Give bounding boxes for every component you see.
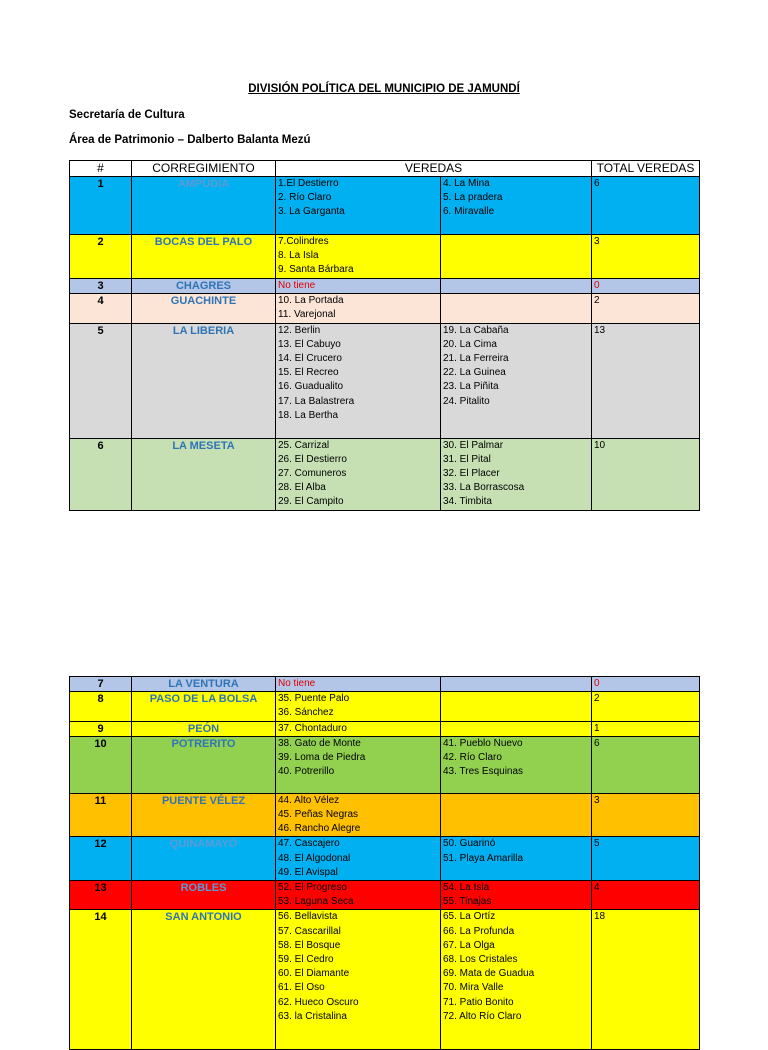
- veredas-cell: [276, 881, 441, 910]
- table-row: [70, 677, 700, 692]
- vereda-item: 38. Gato de Monte: [278, 737, 361, 749]
- vereda-item: 11. Varejonal: [278, 309, 336, 321]
- vereda-item: 33. La Borrascosa: [443, 482, 525, 494]
- total-veredas: 3: [592, 793, 700, 837]
- vereda-item: 2. Río Claro: [278, 192, 332, 204]
- veredas-cell: [441, 837, 592, 881]
- total-veredas: 1: [592, 721, 700, 736]
- vereda-item: No tiene: [278, 280, 316, 291]
- row-number: 14: [70, 910, 132, 1050]
- veredas-table-1: [69, 160, 700, 511]
- vereda-item: 5. La pradera: [443, 192, 503, 204]
- corregimiento-name: QUINAMAYÓ: [132, 837, 276, 881]
- total-veredas: 3: [592, 235, 700, 279]
- veredas-cell: [276, 721, 441, 736]
- vereda-item: 17. La Balastrera: [278, 395, 355, 407]
- vereda-item: 27. Comuneros: [278, 468, 347, 480]
- header-veredas: VEREDAS: [276, 161, 592, 177]
- vereda-item: 45. Peñas Negras: [278, 809, 359, 821]
- vereda-item: 72. Alto Río Claro: [443, 1010, 522, 1022]
- table-row: [70, 881, 700, 910]
- vereda-item: 13. El Cabuyo: [278, 338, 341, 350]
- vereda-item: 66. La Profunda: [443, 925, 515, 937]
- total-veredas: 13: [592, 323, 700, 438]
- table-row: [70, 692, 700, 721]
- vereda-item: 10. La Portada: [278, 295, 344, 307]
- veredas-cell: [276, 279, 441, 294]
- corregimiento-name: GUACHINTE: [132, 294, 276, 323]
- vereda-item: 19. La Cabaña: [443, 324, 509, 336]
- vereda-item: 53. Laguna Seca: [278, 896, 354, 908]
- vereda-item: 8. La Isla: [278, 250, 319, 262]
- subtitle-secretaria: Secretaría de Cultura: [69, 109, 185, 121]
- corregimiento-name: LA VENTURA: [132, 677, 276, 692]
- corregimiento-name: LA MESETA: [132, 438, 276, 510]
- row-number: 4: [70, 294, 132, 323]
- vereda-item: 22. La Guinea: [443, 367, 506, 379]
- vereda-item: 51. Playa Amarilla: [443, 852, 524, 864]
- total-veredas: 0: [592, 279, 700, 294]
- veredas-cell: [441, 692, 592, 721]
- corregimiento-name: PEÓN: [132, 721, 276, 736]
- table-row: [70, 279, 700, 294]
- row-number: 8: [70, 692, 132, 721]
- vereda-item: 62. Hueco Oscuro: [278, 996, 359, 1008]
- table-row: [70, 837, 700, 881]
- veredas-cell: [441, 438, 592, 510]
- veredas-cell: [276, 793, 441, 837]
- vereda-item: 35. Puente Palo: [278, 693, 350, 705]
- corregimiento-name: SAN ANTONIO: [132, 910, 276, 1050]
- subtitle-area: Área de Patrimonio – Dalberto Balanta Mezú: [69, 134, 311, 146]
- vereda-item: 58. El Bosque: [278, 939, 341, 951]
- vereda-item: 71. Patio Bonito: [443, 996, 514, 1008]
- veredas-cell: [441, 721, 592, 736]
- corregimiento-name: ROBLES: [132, 881, 276, 910]
- row-number: 2: [70, 235, 132, 279]
- veredas-cell: [276, 438, 441, 510]
- vereda-item: 70. Mira Valle: [443, 982, 504, 994]
- row-number: 5: [70, 323, 132, 438]
- total-veredas: 2: [592, 294, 700, 323]
- vereda-item: 24. Pitalito: [443, 395, 490, 407]
- table-row: [70, 721, 700, 736]
- table-row: [70, 910, 700, 1050]
- total-veredas: 4: [592, 881, 700, 910]
- vereda-item: 3. La Garganta: [278, 206, 345, 218]
- table-row: [70, 177, 700, 235]
- veredas-cell: [441, 793, 592, 837]
- veredas-cell: [441, 881, 592, 910]
- vereda-item: 23. La Piñita: [443, 381, 499, 393]
- vereda-item: 16. Guadualito: [278, 381, 344, 393]
- veredas-cell: [276, 323, 441, 438]
- vereda-item: 52. El Progreso: [278, 882, 347, 894]
- vereda-item: 65. La Ortíz: [443, 911, 496, 923]
- vereda-item: 41. Pueblo Nuevo: [443, 737, 523, 749]
- corregimiento-name: AMPUDIA: [132, 177, 276, 235]
- row-number: 10: [70, 736, 132, 793]
- table-row: [70, 438, 700, 510]
- vereda-item: 61. El Oso: [278, 982, 325, 994]
- vereda-item: 59. El Cedro: [278, 954, 334, 966]
- total-veredas: 10: [592, 438, 700, 510]
- veredas-cell: [441, 177, 592, 235]
- veredas-cell: [441, 736, 592, 793]
- veredas-cell: [276, 692, 441, 721]
- corregimiento-name: CHAGRES: [132, 279, 276, 294]
- vereda-item: 67. La Olga: [443, 939, 495, 951]
- row-number: 3: [70, 279, 132, 294]
- total-veredas: 5: [592, 837, 700, 881]
- vereda-item: 25. Carrizal: [278, 439, 330, 451]
- vereda-item: 12. Berlin: [278, 324, 321, 336]
- row-number: 13: [70, 881, 132, 910]
- vereda-item: 37. Chontaduro: [278, 722, 347, 734]
- vereda-item: 7.Colindres: [278, 236, 329, 247]
- veredas-cell: [276, 677, 441, 692]
- total-veredas: 0: [592, 677, 700, 692]
- vereda-item: 47. Cascajero: [278, 838, 340, 850]
- vereda-item: 14. El Crucero: [278, 353, 342, 365]
- veredas-cell: [276, 910, 441, 1050]
- vereda-item: 46. Rancho Alegre: [278, 823, 361, 835]
- row-number: 11: [70, 793, 132, 837]
- veredas-cell: [441, 677, 592, 692]
- vereda-item: 57. Cascarillal: [278, 925, 341, 937]
- vereda-item: 48. El Algodonal: [278, 852, 351, 864]
- vereda-item: 69. Mata de Guadua: [443, 968, 535, 980]
- veredas-cell: [276, 177, 441, 235]
- corregimiento-name: PUENTE VÉLEZ: [132, 793, 276, 837]
- table-header-row: [70, 161, 700, 177]
- total-veredas: 18: [592, 910, 700, 1050]
- header-total: TOTAL VEREDAS: [592, 161, 700, 177]
- veredas-cell: [441, 235, 592, 279]
- vereda-item: 9. Santa Bárbara: [278, 264, 354, 276]
- vereda-item: 44. Alto Vélez: [278, 794, 340, 806]
- corregimiento-name: PASO DE LA BOLSA: [132, 692, 276, 721]
- vereda-item: 15. El Recreo: [278, 367, 339, 379]
- vereda-item: 68. Los Cristales: [443, 954, 518, 966]
- corregimiento-name: POTRERITO: [132, 736, 276, 793]
- vereda-item: 42. Río Claro: [443, 752, 502, 764]
- veredas-cell: [276, 736, 441, 793]
- table-row: [70, 736, 700, 793]
- vereda-item: 30. El Palmar: [443, 439, 504, 451]
- total-veredas: 6: [592, 736, 700, 793]
- table-row: [70, 294, 700, 323]
- vereda-item: 54. La Isla: [443, 882, 490, 894]
- vereda-item: 1.El Destierro: [278, 178, 339, 189]
- vereda-item: 28. El Alba: [278, 482, 326, 494]
- veredas-cell: [276, 294, 441, 323]
- veredas-cell: [276, 235, 441, 279]
- vereda-item: 18. La Bertha: [278, 409, 339, 421]
- veredas-table-2: [69, 676, 700, 1050]
- vereda-item: 49. El Avispal: [278, 866, 338, 878]
- total-veredas: 2: [592, 692, 700, 721]
- veredas-cell: [441, 910, 592, 1050]
- vereda-item: 60. El Diamante: [278, 968, 350, 980]
- total-veredas: 6: [592, 177, 700, 235]
- vereda-item: 50. Guarinó: [443, 838, 496, 850]
- row-number: 6: [70, 438, 132, 510]
- corregimiento-name: LA LIBERIA: [132, 323, 276, 438]
- vereda-item: 32. El Placer: [443, 468, 500, 480]
- header-corregimiento: CORREGIMIENTO: [132, 161, 276, 177]
- vereda-item: 20. La Cima: [443, 338, 497, 350]
- table-row: [70, 793, 700, 837]
- table-row: [70, 235, 700, 279]
- vereda-item: 6. Miravalle: [443, 206, 495, 218]
- table-row: [70, 323, 700, 438]
- row-number: 9: [70, 721, 132, 736]
- vereda-item: 29. El Campito: [278, 496, 344, 508]
- row-number: 1: [70, 177, 132, 235]
- row-number: 12: [70, 837, 132, 881]
- veredas-cell: [441, 323, 592, 438]
- vereda-item: 63. la Cristalina: [278, 1010, 347, 1022]
- vereda-item: 4. La Mina: [443, 178, 490, 189]
- vereda-item: 39. Loma de Piedra: [278, 752, 366, 764]
- document-title: DIVISIÓN POLÍTICA DEL MUNICIPIO DE JAMUNDÍ: [248, 83, 520, 95]
- vereda-item: 56. Bellavista: [278, 911, 338, 923]
- corregimiento-name: BOCAS DEL PALO: [132, 235, 276, 279]
- veredas-cell: [276, 837, 441, 881]
- vereda-item: 21. La Ferreira: [443, 353, 509, 365]
- vereda-item: 40. Potrerillo: [278, 766, 335, 778]
- header-num: #: [70, 161, 132, 177]
- vereda-item: 55. Tinajas: [443, 896, 492, 908]
- row-number: 7: [70, 677, 132, 692]
- veredas-cell: [441, 279, 592, 294]
- vereda-item: 31. El Pital: [443, 453, 491, 465]
- vereda-item: 26. El Destierro: [278, 453, 347, 465]
- vereda-item: No tiene: [278, 678, 316, 689]
- veredas-cell: [441, 294, 592, 323]
- vereda-item: 34. Timbita: [443, 496, 492, 508]
- vereda-item: 43. Tres Esquinas: [443, 766, 524, 778]
- vereda-item: 36. Sánchez: [278, 707, 334, 719]
